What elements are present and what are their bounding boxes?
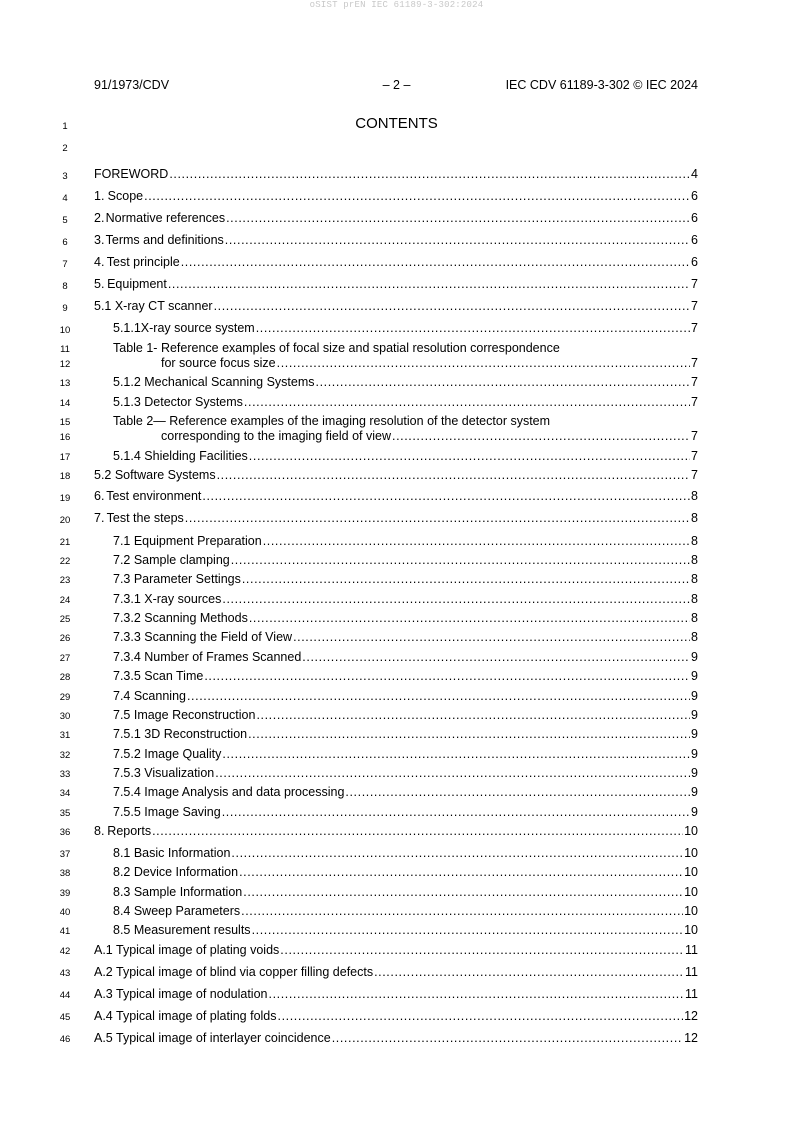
toc-page-number: 7 xyxy=(691,468,698,482)
line-number: 29 xyxy=(59,692,71,703)
toc-entry-field-of-view[interactable] xyxy=(113,630,698,646)
toc-entry-parameter-settings[interactable] xyxy=(113,572,698,588)
toc-page-number: 9 xyxy=(691,689,698,703)
line-number: 2 xyxy=(62,143,68,154)
toc-entry-number: 3. xyxy=(94,233,105,247)
toc-entry-detector-systems[interactable] xyxy=(113,395,698,411)
toc-entry-label: 8.4 Sweep Parameters xyxy=(113,904,241,918)
toc-entry-label: 8.5 Measurement results xyxy=(113,923,251,937)
toc-entry-label: 7.1 Equipment Preparation xyxy=(113,534,262,548)
toc-entry-label: 7.2 Sample clamping xyxy=(113,553,230,567)
toc-entry-label: 7.3.5 Scan Time xyxy=(113,669,204,683)
toc-entry-label: 7.3.4 Number of Frames Scanned xyxy=(113,650,302,664)
toc-entry-scanning-methods[interactable] xyxy=(113,611,698,627)
line-number: 37 xyxy=(59,849,71,860)
toc-entry-label: 7.4 Scanning xyxy=(113,689,186,703)
toc-page-number: 7 xyxy=(691,429,698,443)
toc-entry-equipment[interactable] xyxy=(94,277,698,293)
toc-entry-scope[interactable] xyxy=(94,189,698,205)
toc-page-number: 9 xyxy=(691,785,698,799)
line-number: 45 xyxy=(59,1012,71,1023)
toc-entry-label: 8.1 Basic Information xyxy=(113,846,231,860)
toc-page-number: 8 xyxy=(691,572,698,586)
toc-entry-number: 5. xyxy=(94,277,105,291)
toc-page-number: 7 xyxy=(691,395,698,409)
line-number: 40 xyxy=(59,907,71,918)
line-number: 36 xyxy=(59,827,71,838)
toc-entry-label: FOREWORD xyxy=(94,167,169,181)
toc-entry-sweep-parameters[interactable] xyxy=(113,904,698,920)
toc-page-number: 8 xyxy=(691,534,698,548)
line-number: 34 xyxy=(59,788,71,799)
toc-page-number: 6 xyxy=(691,211,698,225)
line-number: 25 xyxy=(59,614,71,625)
toc-entry-test-steps[interactable] xyxy=(94,511,698,527)
toc-page-number: 7 xyxy=(691,299,698,313)
toc-entry-equipment-preparation[interactable] xyxy=(113,534,698,550)
toc-entry-label: 7.3 Parameter Settings xyxy=(113,572,241,586)
toc-entry-label: A.3 Typical image of nodulation xyxy=(94,987,268,1001)
line-number: 43 xyxy=(59,968,71,979)
toc-page-number: 6 xyxy=(691,233,698,247)
line-number: 16 xyxy=(59,432,71,443)
toc-entry-label: 7.5.4 Image Analysis and data processing xyxy=(113,785,345,799)
header-standard-ref: IEC CDV 61189-3-302 © IEC 2024 xyxy=(505,78,698,92)
toc-entry-3d-reconstruction[interactable] xyxy=(113,727,698,743)
toc-entry-label: for source focus size xyxy=(161,356,276,370)
line-number: 15 xyxy=(59,417,71,428)
toc-page-number: 9 xyxy=(691,669,698,683)
toc-entry-foreword[interactable] xyxy=(94,167,698,183)
line-number: 24 xyxy=(59,595,71,606)
toc-entry-normative-references[interactable] xyxy=(94,211,698,227)
toc-entry-annex-a2[interactable] xyxy=(94,965,698,981)
toc-entry-reports[interactable] xyxy=(94,824,698,840)
toc-entry-mechanical-scanning[interactable] xyxy=(113,375,698,391)
toc-entry-label: 7.3.1 X-ray sources xyxy=(113,592,222,606)
toc-entry-number: 6. xyxy=(94,489,105,503)
toc-entry-label: 5.1.2 Mechanical Scanning Systems xyxy=(113,375,315,389)
toc-page-number: 10 xyxy=(684,885,698,899)
toc-entry-label: A.2 Typical image of blind via copper filling defects xyxy=(94,965,374,979)
toc-page-number: 12 xyxy=(684,1009,698,1023)
toc-entry-number: 4. xyxy=(94,255,105,269)
line-number: 1 xyxy=(62,121,68,132)
toc-entry-device-information[interactable] xyxy=(113,865,698,881)
toc-page-number: 9 xyxy=(691,727,698,741)
toc-entry-annex-a4[interactable] xyxy=(94,1009,698,1025)
line-number: 7 xyxy=(62,259,68,270)
toc-page-number: 8 xyxy=(691,511,698,525)
toc-page-number: 9 xyxy=(691,708,698,722)
line-number: 23 xyxy=(59,575,71,586)
toc-entry-label: A.4 Typical image of plating folds xyxy=(94,1009,277,1023)
toc-entry-label: Test the steps xyxy=(106,511,184,525)
toc-entry-label: 7.5.5 Image Saving xyxy=(113,805,221,819)
toc-entry-table-1[interactable]: Table 1- Reference examples of focal size and spatial resolution correspondence xyxy=(113,341,560,355)
toc-entry-number-of-frames[interactable] xyxy=(113,650,698,666)
toc-entry-table-2[interactable]: Table 2— Reference examples of the imaging resolution of the detector system xyxy=(113,414,551,428)
toc-entry-annex-a3[interactable] xyxy=(94,987,698,1003)
toc-page-number: 7 xyxy=(691,449,698,463)
header-document-id: 91/1973/CDV xyxy=(94,78,170,92)
toc-entry-test-environment[interactable] xyxy=(94,489,698,505)
line-number: 21 xyxy=(59,537,71,548)
line-number: 19 xyxy=(59,493,71,504)
toc-entry-table-1-continued[interactable] xyxy=(161,356,698,372)
toc-entry-sample-clamping[interactable] xyxy=(113,553,698,569)
line-number: 27 xyxy=(59,653,71,664)
line-number: 39 xyxy=(59,888,71,899)
page-title: CONTENTS xyxy=(355,115,438,132)
toc-entry-x-ray-sources[interactable] xyxy=(113,592,698,608)
toc-entry-label: 5.1.1X-ray source system xyxy=(113,321,255,335)
document-watermark: oSIST prEN IEC 61189-3-302:2024 xyxy=(309,0,484,10)
toc-page-number: 6 xyxy=(691,255,698,269)
line-number: 31 xyxy=(59,730,71,741)
toc-page-number: 7 xyxy=(691,356,698,370)
toc-entry-measurement-results[interactable] xyxy=(113,923,698,939)
line-number: 44 xyxy=(59,990,71,1001)
toc-entry-number: 8. xyxy=(94,824,105,838)
toc-entry-label: Normative references xyxy=(105,211,226,225)
toc-entry-label: Reports xyxy=(107,824,152,838)
toc-page-number: 7 xyxy=(691,277,698,291)
line-number: 12 xyxy=(59,359,71,370)
toc-entry-label: 7.5.2 Image Quality xyxy=(113,747,222,761)
toc-page-number: 10 xyxy=(684,904,698,918)
toc-entry-label: Test principle xyxy=(106,255,180,269)
toc-entry-image-analysis[interactable] xyxy=(113,785,698,801)
toc-entry-terms[interactable] xyxy=(94,233,698,249)
toc-page-number: 9 xyxy=(691,650,698,664)
toc-entry-label: 5.1.3 Detector Systems xyxy=(113,395,243,409)
line-number: 38 xyxy=(59,868,71,879)
line-number: 11 xyxy=(60,344,70,355)
toc-entry-number: 1. xyxy=(94,189,105,203)
toc-entry-table-2-continued[interactable] xyxy=(161,429,698,445)
toc-page-number: 8 xyxy=(691,553,698,567)
toc-entry-label: 7.3.2 Scanning Methods xyxy=(113,611,248,625)
line-number: 41 xyxy=(59,926,71,937)
toc-entry-image-saving[interactable] xyxy=(113,805,698,821)
toc-entry-image-reconstruction[interactable] xyxy=(113,708,698,724)
line-number: 10 xyxy=(59,325,71,336)
toc-page-number: 6 xyxy=(691,189,698,203)
toc-page-number: 8 xyxy=(691,592,698,606)
toc-entry-label: 7.5.1 3D Reconstruction xyxy=(113,727,248,741)
toc-entry-number: 7. xyxy=(94,511,105,525)
toc-page-number: 11 xyxy=(685,987,698,1001)
toc-entry-label: 5.1 X-ray CT scanner xyxy=(94,299,213,313)
line-number: 8 xyxy=(62,281,68,292)
line-number: 17 xyxy=(59,452,71,463)
toc-page-number: 10 xyxy=(684,923,698,937)
toc-page-number: 8 xyxy=(691,489,698,503)
line-number: 13 xyxy=(59,378,71,389)
toc-entry-label: Terms and definitions xyxy=(105,233,224,247)
toc-entry-number: 2. xyxy=(94,211,105,225)
toc-entry-basic-information[interactable] xyxy=(113,846,698,862)
line-number: 4 xyxy=(62,193,68,204)
toc-entry-label: 7.5 Image Reconstruction xyxy=(113,708,256,722)
toc-entry-label: 5.2 Software Systems xyxy=(94,468,216,482)
line-number: 14 xyxy=(59,398,71,409)
line-number: 28 xyxy=(59,672,71,683)
toc-entry-annex-a5[interactable] xyxy=(94,1031,698,1047)
toc-entry-label: 8.3 Sample Information xyxy=(113,885,243,899)
toc-page-number: 11 xyxy=(685,965,698,979)
toc-page-number: 8 xyxy=(691,630,698,644)
line-number: 3 xyxy=(62,171,68,182)
toc-entry-annex-a1[interactable] xyxy=(94,943,698,959)
toc-entry-label: corresponding to the imaging field of view xyxy=(161,429,391,443)
toc-entry-visualization[interactable] xyxy=(113,766,698,782)
line-number: 35 xyxy=(59,808,71,819)
toc-entry-scan-time[interactable] xyxy=(113,669,698,685)
toc-page-number: 9 xyxy=(691,766,698,780)
toc-page-number: 10 xyxy=(684,846,698,860)
toc-page-number: 11 xyxy=(685,943,698,957)
toc-entry-label: 7.3.3 Scanning the Field of View xyxy=(113,630,293,644)
toc-page-number: 9 xyxy=(691,747,698,761)
line-number: 30 xyxy=(59,711,71,722)
toc-entry-label: A.1 Typical image of plating voids xyxy=(94,943,280,957)
toc-entry-label: 7.5.3 Visualization xyxy=(113,766,215,780)
toc-page-number: 12 xyxy=(684,1031,698,1045)
line-number: 46 xyxy=(59,1034,71,1045)
line-number: 6 xyxy=(62,237,68,248)
header-page-number: – 2 – xyxy=(382,78,411,92)
toc-entry-label: 8.2 Device Information xyxy=(113,865,239,879)
line-number: 5 xyxy=(62,215,68,226)
line-number: 20 xyxy=(59,515,71,526)
toc-page-number: 4 xyxy=(691,167,698,181)
toc-entry-scanning[interactable] xyxy=(113,689,698,705)
toc-entry-shielding[interactable] xyxy=(113,449,698,465)
toc-entry-ct-scanner[interactable] xyxy=(94,299,698,315)
toc-page-number: 9 xyxy=(691,805,698,819)
toc-page-number: 8 xyxy=(691,611,698,625)
toc-entry-label: 5.1.4 Shielding Facilities xyxy=(113,449,248,463)
toc-entry-label: Test environment xyxy=(106,489,202,503)
line-number: 18 xyxy=(59,471,71,482)
toc-entry-sample-information[interactable] xyxy=(113,885,698,901)
line-number: 42 xyxy=(59,946,71,957)
toc-entry-software-systems[interactable] xyxy=(94,468,698,484)
toc-entry-label: Equipment xyxy=(107,277,167,291)
toc-entry-label: Scope xyxy=(107,189,144,203)
line-number: 9 xyxy=(62,303,68,314)
toc-page-number: 7 xyxy=(691,375,698,389)
line-number: 33 xyxy=(59,769,71,780)
toc-page-number: 10 xyxy=(684,824,698,838)
line-number: 26 xyxy=(59,633,71,644)
toc-page-number: 7 xyxy=(691,321,698,335)
line-number: 32 xyxy=(59,750,71,761)
toc-entry-image-quality[interactable] xyxy=(113,747,698,763)
toc-page-number: 10 xyxy=(684,865,698,879)
toc-entry-test-principle[interactable] xyxy=(94,255,698,271)
toc-entry-source-system[interactable] xyxy=(113,321,698,337)
toc-entry-label: A.5 Typical image of interlayer coincidence xyxy=(94,1031,331,1045)
line-number: 22 xyxy=(59,556,71,567)
